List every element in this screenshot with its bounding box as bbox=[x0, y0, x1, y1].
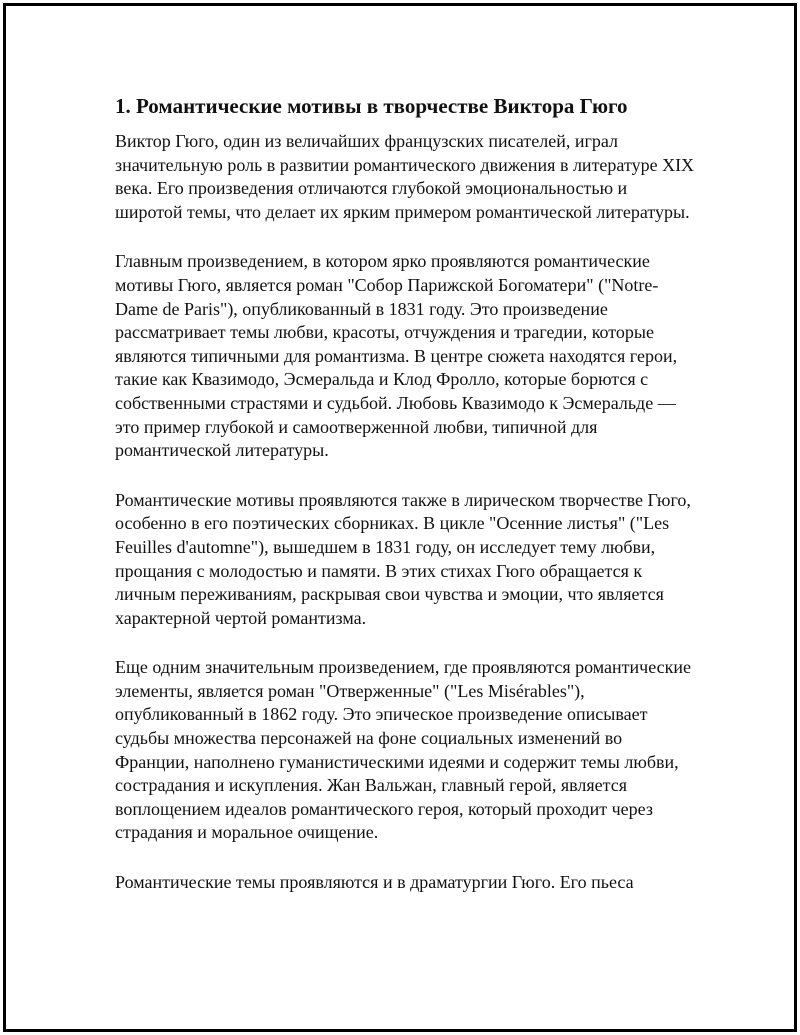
paragraph-notre-dame: Главным произведением, в котором ярко проявляются романтические мотивы Гюго, является роман "Собор Парижской Богоматери" ("Notre-Dame de Paris"), опубликованный в 1831 году. Это произведение рассматривает темы любви, красоты, отчуждения и трагедии, которые являются типичными для романтизма. В центре сюжета находятся герои, такие как Квазимодо, Эсмеральда и Клод Фролло, которые борются с собственными страстями и судьбой. Любовь Квазимодо к Эсмеральде — это пример глубокой и самоотверженной любви, типичной для романтической литературы. bbox=[115, 251, 678, 461]
paragraph-intro: Виктор Гюго, один из величайших французских писателей, играл значительную роль в развитии романтического движения в литературе XIX века. Его произведения отличаются глубокой эмоциональностью и широтой темы, что делает их ярким примером романтической литературы. bbox=[115, 131, 695, 222]
document-body bbox=[115, 92, 695, 921]
section-heading: 1. Романтические мотивы в творчестве Виктора Гюго bbox=[115, 94, 628, 118]
paragraph-lyric-poetry: Романтические мотивы проявляются также в лирическом творчестве Гюго, особенно в его поэтических сборниках. В цикле "Осенние листья" ("Les Feuilles d'automne"), вышедшем в 1831 году, он исследует тему любви, прощания с молодостью и памяти. В этих стихах Гюго обращается к личным переживаниям, раскрывая свои чувства и эмоции, что является характерной чертой романтизма. bbox=[115, 489, 691, 628]
paragraph-drama: Романтические темы проявляются и в драматургии Гюго. Его пьеса bbox=[115, 872, 634, 893]
paragraph-les-miserables: Еще одним значительным произведением, где проявляются романтические элементы, является роман "Отверженные" ("Les Misérables"), опубликованный в 1862 году. Это эпическое произведение описывает судьбы множества персонажей на фоне социальных изменений во Франции, наполнено гуманистическими идеями и содержит темы любви, сострадания и искупления. Жан Вальжан, главный герой, является воплощением идеалов романтического героя, который проходит через страдания и моральное очищение. bbox=[115, 657, 691, 843]
